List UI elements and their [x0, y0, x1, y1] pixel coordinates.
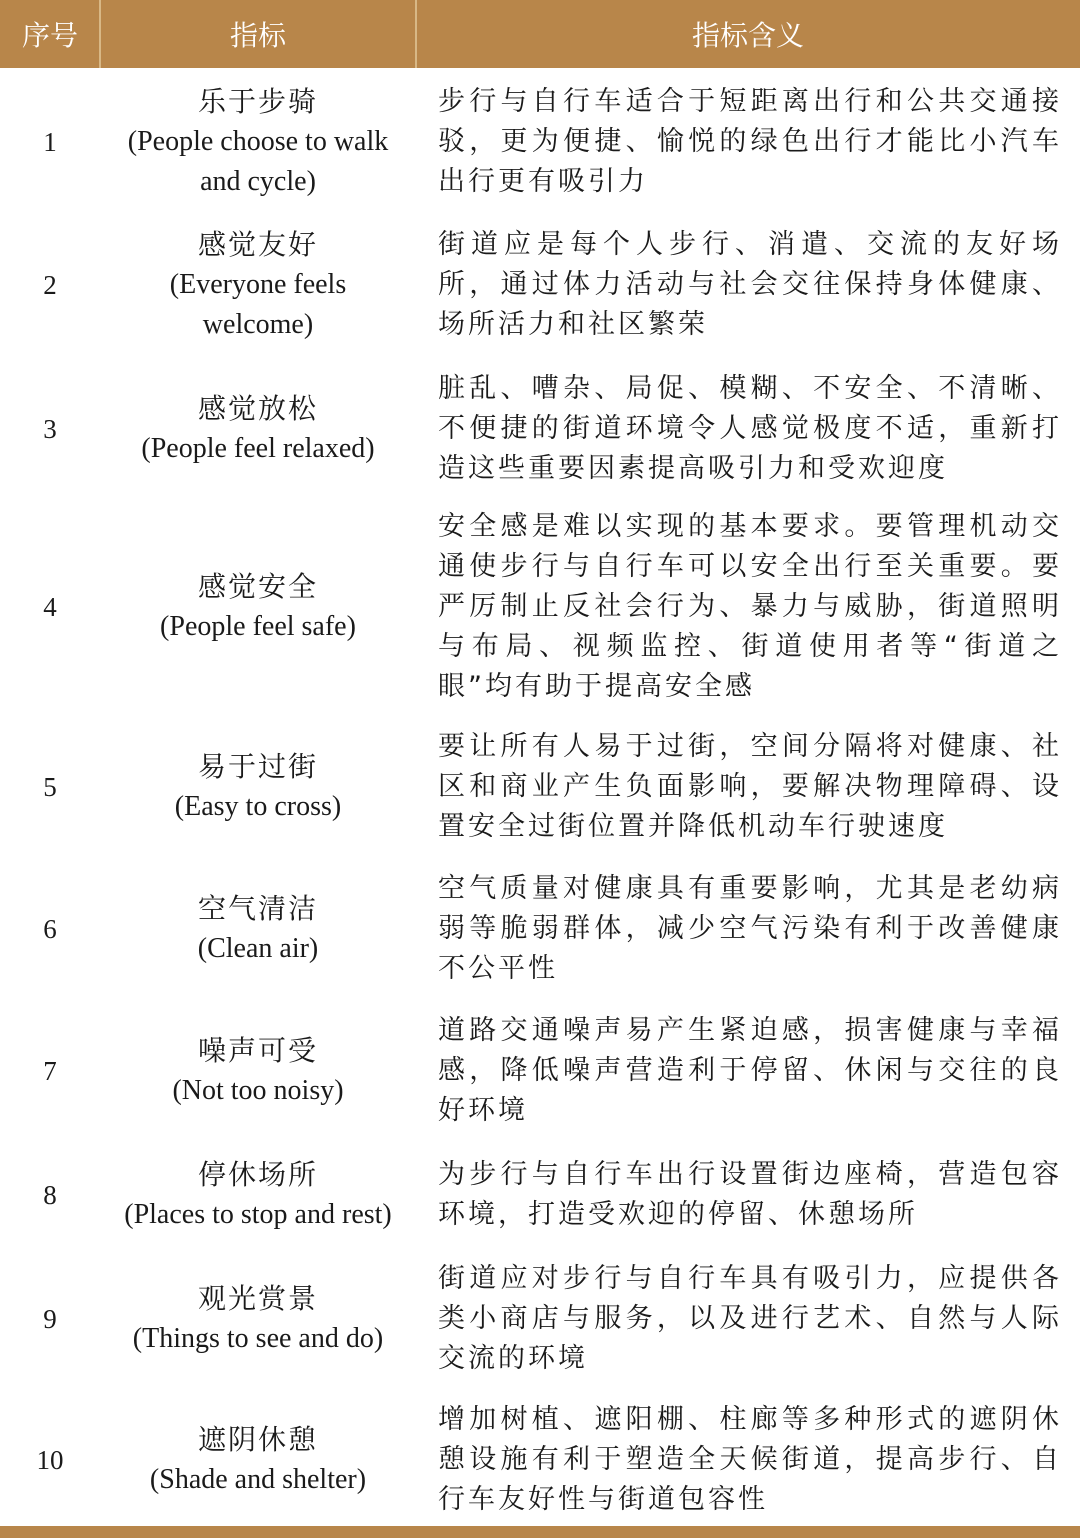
indicator-name-zh: 感觉放松 — [197, 392, 318, 425]
indicator-meaning: 街道应是每个人步行、消遣、交流的友好场所，通过体力活动与社会交往保持身体健康、场所活力和社区繁荣 — [438, 229, 1062, 340]
indicator-name-en: (Easy to cross) — [174, 791, 342, 822]
indicator-name-zh: 停休场所 — [197, 1158, 318, 1191]
indicator-cell — [100, 1254, 416, 1384]
table-row — [0, 504, 1080, 710]
table-header — [0, 0, 1080, 68]
table-row — [0, 722, 1080, 852]
indicator-name-en: (People choose to walk and cycle) — [127, 126, 389, 197]
header-col-indicator: 指标 — [229, 19, 286, 52]
table-row — [0, 1006, 1080, 1136]
indicator-cell — [100, 1150, 416, 1240]
indicator-name-en: (Everyone feels welcome) — [169, 269, 347, 340]
indicator-cell — [100, 1006, 416, 1136]
table-row — [0, 1398, 1080, 1522]
indicator-name-en: (People feel safe) — [160, 611, 356, 642]
row-number: 6 — [43, 913, 57, 944]
indicator-cell — [100, 76, 416, 208]
indicator-name-en: (People feel relaxed) — [141, 433, 375, 464]
indicator-name-en: (Places to stop and rest) — [124, 1199, 392, 1230]
indicator-cell — [100, 722, 416, 852]
row-number: 7 — [43, 1055, 57, 1086]
indicator-meaning: 为步行与自行车出行设置街边座椅，营造包容环境，打造受欢迎的停留、休憩场所 — [438, 1159, 1062, 1230]
row-number: 9 — [43, 1303, 57, 1334]
indicator-name-zh: 感觉友好 — [197, 228, 318, 261]
row-number: 1 — [43, 126, 57, 157]
indicator-name-en: (Shade and shelter) — [149, 1464, 367, 1495]
header-col-number: 序号 — [21, 19, 78, 52]
row-number: 5 — [43, 771, 57, 802]
indicator-name-en: (Things to see and do) — [132, 1323, 384, 1354]
indicator-meaning: 安全感是难以实现的基本要求。要管理机动交通使步行与自行车可以安全出行至关重要。要严厉制止反社会行为、暴力与威胁，街道照明与布局、视频监控、街道使用者等“街道之眼”均有助于提高安全感 — [438, 511, 1062, 702]
indicator-meaning: 步行与自行车适合于短距离出行和公共交通接驳，更为便捷、愉悦的绿色出行才能比小汽车出行更有吸引力 — [438, 86, 1062, 197]
row-number: 8 — [43, 1179, 57, 1210]
indicator-meaning: 道路交通噪声易产生紧迫感，损害健康与幸福感，降低噪声营造利于停留、休闲与交往的良好环境 — [438, 1015, 1062, 1126]
indicator-meaning: 空气质量对健康具有重要影响，尤其是老幼病弱等脆弱群体，减少空气污染有利于改善健康不公平性 — [438, 873, 1062, 984]
row-number: 3 — [43, 413, 57, 444]
indicator-meaning: 街道应对步行与自行车具有吸引力，应提供各类小商店与服务，以及进行艺术、自然与人际交流的环境 — [438, 1263, 1062, 1374]
indicator-name-zh: 空气清洁 — [197, 892, 318, 925]
indicator-cell — [100, 220, 416, 350]
indicator-name-en: (Not too noisy) — [172, 1075, 344, 1106]
row-number: 2 — [43, 269, 57, 300]
table-bottom-rule — [0, 1526, 1080, 1538]
indicator-cell — [100, 864, 416, 994]
table-row — [0, 1150, 1080, 1240]
indicator-cell — [100, 1398, 416, 1522]
table-row — [0, 220, 1080, 350]
table-row — [0, 864, 1080, 994]
indicator-cell — [100, 364, 416, 494]
indicator-name-zh: 易于过街 — [197, 750, 318, 783]
indicator-name-zh: 噪声可受 — [197, 1034, 318, 1067]
indicator-name-zh: 感觉安全 — [197, 570, 318, 603]
row-number: 4 — [43, 591, 57, 622]
row-number: 10 — [36, 1444, 64, 1475]
indicator-meaning: 增加树植、遮阳棚、柱廊等多种形式的遮阴休憩设施有利于塑造全天候街道，提高步行、自行车友好性与街道包容性 — [438, 1404, 1062, 1515]
indicator-meaning: 要让所有人易于过街，空间分隔将对健康、社区和商业产生负面影响，要解决物理障碍、设置安全过街位置并降低机动车行驶速度 — [438, 731, 1062, 842]
table-row — [0, 364, 1080, 494]
indicator-cell — [100, 504, 416, 710]
table-row — [0, 76, 1080, 208]
indicator-name-en: (Clean air) — [197, 933, 319, 964]
header-col-meaning: 指标含义 — [691, 19, 804, 52]
indicator-name-zh: 遮阴休憩 — [197, 1423, 318, 1456]
indicator-meaning: 脏乱、嘈杂、局促、模糊、不安全、不清晰、不便捷的街道环境令人感觉极度不适，重新打造这些重要因素提高吸引力和受欢迎度 — [438, 373, 1062, 484]
table-row — [0, 1254, 1080, 1384]
indicator-name-zh: 乐于步骑 — [197, 85, 318, 118]
indicator-name-zh: 观光赏景 — [197, 1282, 318, 1315]
